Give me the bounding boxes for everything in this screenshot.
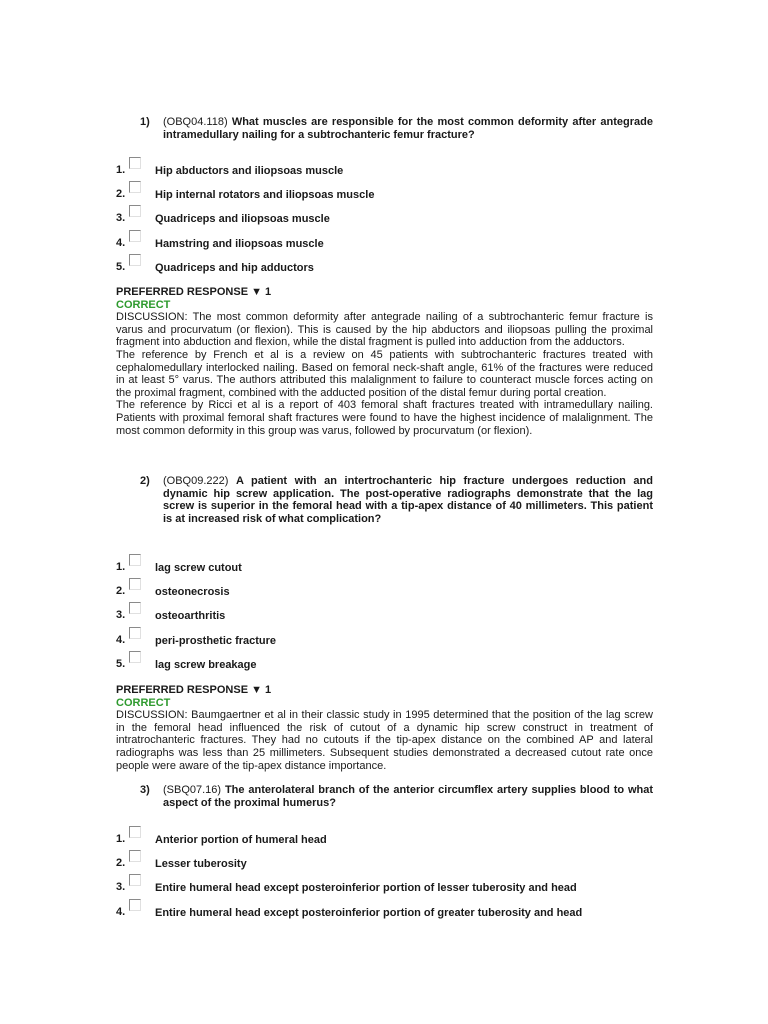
question-code: (OBQ09.222) [163, 475, 229, 487]
checkbox[interactable] [129, 627, 141, 639]
option-text: peri-prosthetic fracture [155, 634, 277, 647]
option-1 [116, 826, 656, 850]
question-text: A patient with an intertrochanteric hip fracture undergoes reduction and dynamic hip screw application. The post-operative radiographs demonstrate that the lag screw is superior in the femoral head with a tip-apex distance of 40 millimeters. This patient is at increased risk of what complication? [163, 475, 653, 525]
option-text: Hamstring and iliopsoas muscle [155, 237, 324, 250]
option-text: Entire humeral head except posteroinferior portion of lesser tuberosity and head [155, 882, 577, 895]
option-number: 1. [116, 561, 126, 573]
checkbox[interactable] [129, 651, 141, 663]
option-number: 1. [116, 164, 126, 176]
answer-options-1 [116, 157, 656, 278]
option-text: Hip abductors and iliopsoas muscle [155, 165, 344, 177]
response-1 [116, 286, 653, 437]
question-number: 1) [140, 116, 150, 128]
discussion-paragraph: DISCUSSION: Baumgaertner et al in their classic study in 1995 determined that the position of the lag screw in the femoral head influenced the risk of cutout of a dynamic hip screw construct in treatment of intratrochanteric fractures. They had no cutouts if the tip-apex distance on the combined AP and lateral radiographs was less than 25 millimeters. Subsequent studies demonstrated a decreased cutout rate once people were aware of the tip-apex distance importance. [116, 709, 653, 772]
checkbox[interactable] [129, 602, 141, 614]
option-1 [116, 554, 656, 578]
option-number: 1. [116, 833, 126, 845]
option-text: Lesser tuberosity [155, 858, 247, 871]
checkbox[interactable] [129, 899, 141, 911]
discussion-paragraph: DISCUSSION: The most common deformity after antegrade nailing of a subtrochanteric femur fracture is varus and procurvatum (or flexion). This is caused by the hip abductors and iliopsoas pulling the proximal fragment into abduction and flexion, while the distal fragment is pulled into adduction from the adductors. [116, 311, 653, 349]
discussion-paragraph: The reference by Ricci et al is a report of 403 femoral shaft fractures treated with intramedullary nailing. Patients with proximal femoral shaft fractures were found to have the highest incidence of malalignment. The most common deformity in this group was varus, followed by procurvatum (or flexion). [116, 399, 653, 437]
option-1 [116, 157, 656, 181]
question-3 [140, 784, 653, 809]
option-number: 3. [116, 881, 126, 894]
option-text: Quadriceps and iliopsoas muscle [155, 213, 330, 226]
option-text: Hip internal rotators and iliopsoas muscle [155, 189, 375, 202]
option-3 [116, 205, 656, 229]
option-3 [116, 874, 656, 898]
option-number: 3. [116, 212, 126, 225]
option-2 [116, 850, 656, 874]
option-text: Quadriceps and hip adductors [155, 261, 314, 274]
option-2 [116, 578, 656, 602]
option-text: osteonecrosis [155, 586, 230, 599]
option-text: lag screw cutout [155, 562, 242, 574]
checkbox[interactable] [129, 554, 141, 566]
checkbox[interactable] [129, 230, 141, 242]
option-2 [116, 181, 656, 205]
answer-options-3 [116, 826, 656, 923]
question-text: The anterolateral branch of the anterior circumflex artery supplies blood to what aspect of the proximal humerus? [163, 784, 654, 809]
question-number: 2) [140, 475, 150, 487]
question-1 [140, 116, 653, 141]
question-text: What muscles are responsible for the most common deformity after antegrade intramedullary nailing for a subtrochanteric femur fracture? [163, 116, 653, 141]
option-number: 5. [116, 657, 126, 670]
option-text: lag screw breakage [155, 658, 257, 671]
option-number: 2. [116, 585, 126, 598]
option-5 [116, 651, 656, 675]
option-number: 2. [116, 857, 126, 870]
option-number: 4. [116, 236, 126, 249]
checkbox[interactable] [129, 205, 141, 217]
discussion-paragraph: The reference by French et al is a review on 45 patients with subtrochanteric fractures treated with cephalomedullary interlocked nailing. Based on femoral neck-shaft angle, 61% of the fractures were reduced in at least 5° varus. The authors attributed this malalignment to failure to counteract muscle forces acting on the proximal fragment, combined with the adducted position of the distal femur during portal creation. [116, 348, 653, 399]
option-4 [116, 899, 656, 923]
option-number: 4. [116, 905, 126, 918]
option-5 [116, 254, 656, 278]
checkbox[interactable] [129, 874, 141, 886]
status-label: CORRECT [116, 298, 171, 311]
option-number: 4. [116, 633, 126, 646]
question-code: (SBQ07.16) [163, 784, 222, 796]
option-4 [116, 230, 656, 254]
status-label: CORRECT [116, 696, 171, 709]
option-3 [116, 602, 656, 626]
preferred-response: PREFERRED RESPONSE ▼ 1 [116, 684, 272, 696]
question-2 [140, 475, 653, 525]
option-4 [116, 627, 656, 651]
checkbox[interactable] [129, 850, 141, 862]
response-2 [116, 684, 653, 772]
question-code: (OBQ04.118) [163, 116, 228, 128]
checkbox[interactable] [129, 254, 141, 266]
option-text: osteoarthritis [155, 610, 226, 623]
checkbox[interactable] [129, 826, 141, 838]
preferred-response: PREFERRED RESPONSE ▼ 1 [116, 286, 272, 298]
option-text: Anterior portion of humeral head [155, 834, 327, 846]
checkbox[interactable] [129, 157, 141, 169]
question-number: 3) [140, 784, 150, 796]
checkbox[interactable] [129, 181, 141, 193]
option-number: 5. [116, 260, 126, 273]
option-text: Entire humeral head except posteroinferior portion of greater tuberosity and head [155, 906, 583, 919]
checkbox[interactable] [129, 578, 141, 590]
option-number: 2. [116, 188, 126, 201]
answer-options-2 [116, 554, 656, 675]
option-number: 3. [116, 609, 126, 622]
